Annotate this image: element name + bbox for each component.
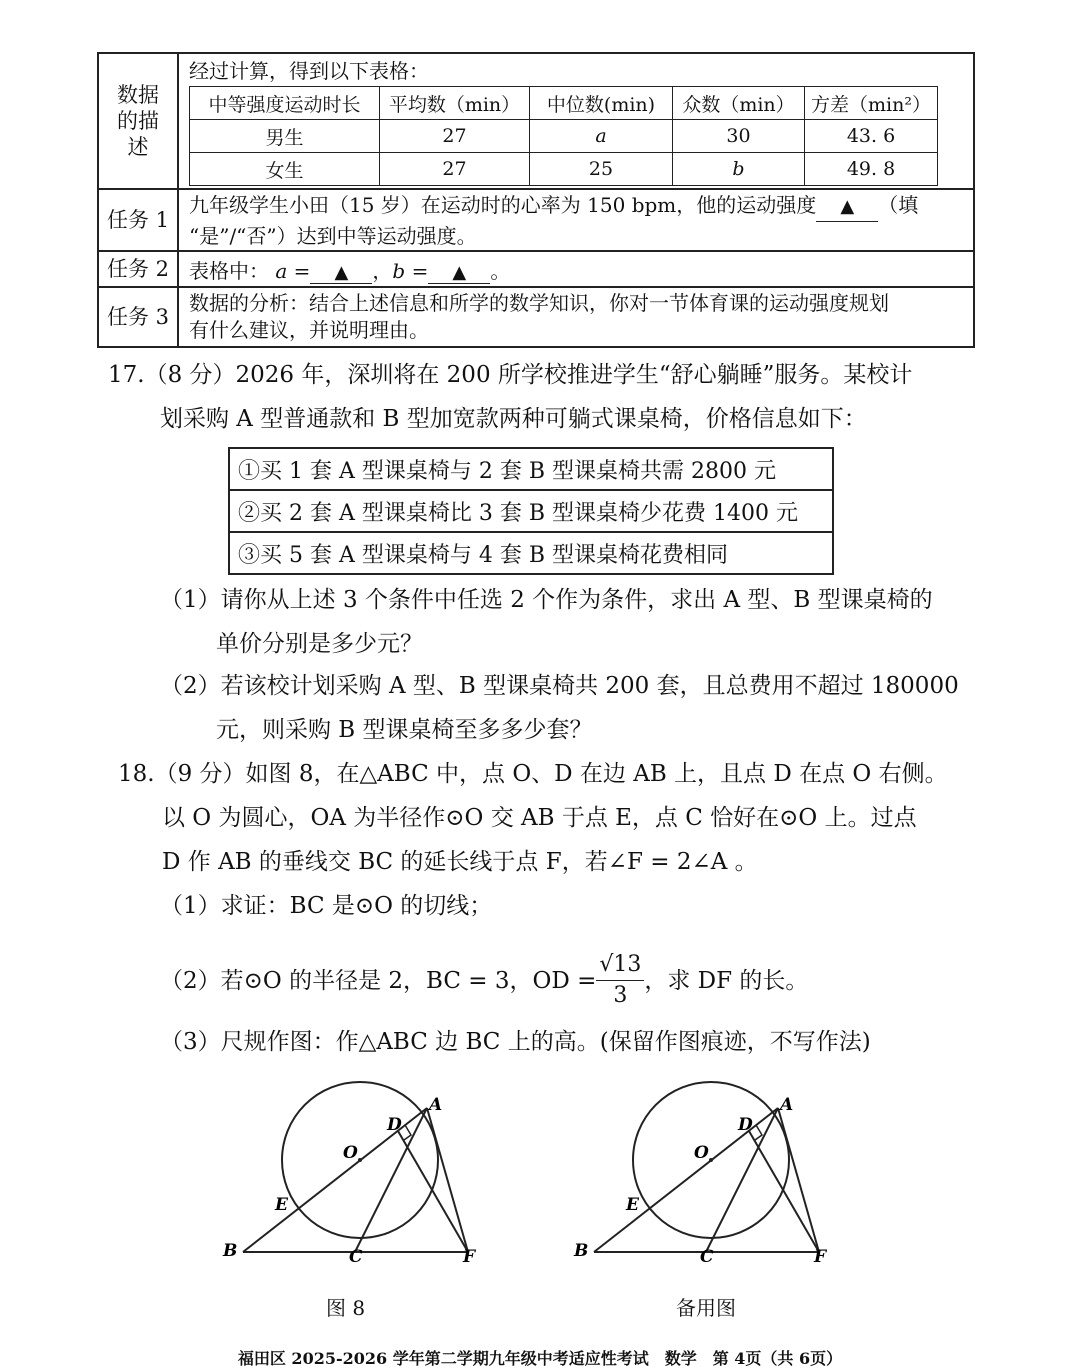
right-angle-mark: [755, 1125, 762, 1140]
figure-8-caption: 图 8: [326, 1296, 366, 1320]
stats-cell: 男生: [190, 120, 380, 153]
condition-1: ①买 1 套 A 型课桌椅与 2 套 B 型课桌椅共需 2800 元: [229, 448, 833, 490]
data-description-text: 数据的描述: [117, 83, 159, 159]
task2-cell: 表格中： a = ▲ ，b = ▲ 。: [178, 251, 974, 287]
stats-cell: 女生: [190, 153, 380, 186]
stats-header: 平均数（min）: [380, 87, 530, 120]
stats-row-girls: [190, 153, 938, 186]
q18-line3: D 作 AB 的垂线交 BC 的延长线于点 F，若∠F = 2∠A 。: [162, 849, 758, 875]
stats-cell: a: [530, 120, 673, 153]
q18-p2-text-a: （2）若⊙O 的半径是 2，BC = 3，OD =: [160, 967, 597, 994]
q18-line2: 以 O 为圆心，OA 为半径作⊙O 交 AB 于点 E，点 C 恰好在⊙O 上。过点: [162, 805, 917, 831]
stats-header: 众数（min）: [673, 87, 805, 120]
segment-af: [778, 1108, 819, 1252]
label-a: A: [780, 1095, 794, 1115]
label-o: O: [343, 1143, 358, 1163]
label-c: C: [700, 1247, 714, 1267]
task2-b: b =: [392, 258, 429, 283]
page-footer: 福田区 2025-2026 学年第二学期九年级中考适应性考试 数学 第 4页（共 6页）: [237, 1349, 843, 1368]
task1-label: 任务 1: [98, 189, 178, 251]
label-c: C: [349, 1247, 363, 1267]
stats-header: 中位数(min): [530, 87, 673, 120]
triangle-icon: ▲: [840, 195, 855, 217]
stats-cell: 49. 8: [805, 153, 938, 186]
task2-text: 表格中：: [189, 258, 269, 283]
backup-diagram: [566, 1070, 856, 1280]
conditions-table: [228, 447, 834, 575]
stats-header: 中等强度运动时长: [190, 87, 380, 120]
fraction-numerator: √13: [596, 950, 644, 981]
label-b: B: [223, 1241, 238, 1261]
task2-a: a =: [275, 258, 311, 283]
segment-df: [398, 1131, 468, 1252]
condition-2: ②买 2 套 A 型课桌椅比 3 套 B 型课桌椅少花费 1400 元: [229, 490, 833, 532]
fraction-denominator: 3: [613, 983, 628, 1008]
figure-8-diagram: [215, 1070, 505, 1280]
backup-figure-caption: 备用图: [676, 1296, 736, 1320]
label-d: D: [738, 1115, 753, 1135]
task1-text-a: 九年级学生小田（15 岁）在运动时的心率为 150 bpm，他的运动强度: [189, 192, 817, 217]
point-o: [358, 1158, 362, 1162]
q18-p2-text-b: ，求 DF 的长。: [644, 967, 809, 994]
sqrt13-over-3-fraction: [596, 950, 644, 1011]
point-o: [709, 1158, 713, 1162]
task3-label: 任务 3: [98, 287, 178, 347]
label-e: E: [275, 1195, 288, 1215]
stats-header-row: [190, 87, 938, 120]
stats-cell: 25: [530, 153, 673, 186]
q17-p1-line1: （1）请你从上述 3 个条件中任选 2 个作为条件，求出 A 型、B 型课桌椅的: [160, 587, 933, 613]
stats-cell: b: [673, 153, 805, 186]
label-d: D: [387, 1115, 402, 1135]
q17-line1: 17.（8 分）2026 年，深圳将在 200 所学校推进学生“舒心躺睡”服务。某校计: [108, 362, 913, 388]
stats-cell: 27: [380, 120, 530, 153]
stats-row-boys: [190, 120, 938, 153]
data-description-label: [98, 53, 178, 189]
task2-blank-b: [428, 259, 490, 284]
q18-line1: 18.（9 分）如图 8，在△ABC 中，点 O、D 在边 AB 上，且点 D 在点 O 右侧。: [118, 761, 948, 787]
task2-label: 任务 2: [98, 251, 178, 287]
stats-table: [189, 86, 938, 186]
task1-text-c: “是”/“否”）达到中等运动强度。: [189, 223, 477, 248]
label-a: A: [429, 1095, 443, 1115]
stats-cell: 43. 6: [805, 120, 938, 153]
task1-blank: [816, 191, 878, 222]
condition-3: ③买 5 套 A 型课桌椅与 4 套 B 型课桌椅花费相同: [229, 532, 833, 574]
label-b: B: [574, 1241, 589, 1261]
task3-cell: [178, 287, 974, 347]
stats-cell: 30: [673, 120, 805, 153]
triangle-icon: ▲: [334, 261, 349, 283]
q18-p3: （3）尺规作图：作△ABC 边 BC 上的高。(保留作图痕迹，不写作法): [160, 1029, 871, 1055]
segment-df: [749, 1131, 819, 1252]
task-table: [97, 52, 975, 348]
stats-cell: 27: [380, 153, 530, 186]
q17-line2: 划采购 A 型普通款和 B 型加宽款两种可躺式课桌椅，价格信息如下：: [160, 406, 867, 432]
label-o: O: [694, 1143, 709, 1163]
triangle-icon: ▲: [452, 261, 467, 283]
task1-cell: [178, 189, 974, 251]
q17-p1-line2: 单价分别是多少元？: [216, 631, 423, 657]
task3-text-2: 有什么建议，并说明理由。: [189, 318, 429, 342]
q17-p2-line2: 元，则采购 B 型课桌椅至多多少套？: [216, 717, 593, 743]
stats-header: 方差（min²）: [805, 87, 938, 120]
task2-end: 。: [490, 258, 511, 283]
intro-text: 经过计算，得到以下表格：: [189, 59, 429, 83]
data-description-cell: [178, 53, 974, 189]
segment-af: [427, 1108, 468, 1252]
label-f: F: [463, 1247, 476, 1267]
task1-text-b: （填: [878, 192, 919, 217]
q18-p2: [160, 950, 808, 1011]
label-f: F: [814, 1247, 827, 1267]
q17-p2-line1: （2）若该校计划采购 A 型、B 型课桌椅共 200 套，且总费用不超过 180000: [160, 673, 959, 699]
q18-p1: （1）求证：BC 是⊙O 的切线；: [160, 893, 493, 919]
task3-text-1: 数据的分析：结合上述信息和所学的数学知识，你对一节体育课的运动强度规划: [189, 291, 889, 315]
label-e: E: [626, 1195, 639, 1215]
task2-blank-a: [310, 259, 372, 284]
right-angle-mark: [404, 1125, 411, 1140]
